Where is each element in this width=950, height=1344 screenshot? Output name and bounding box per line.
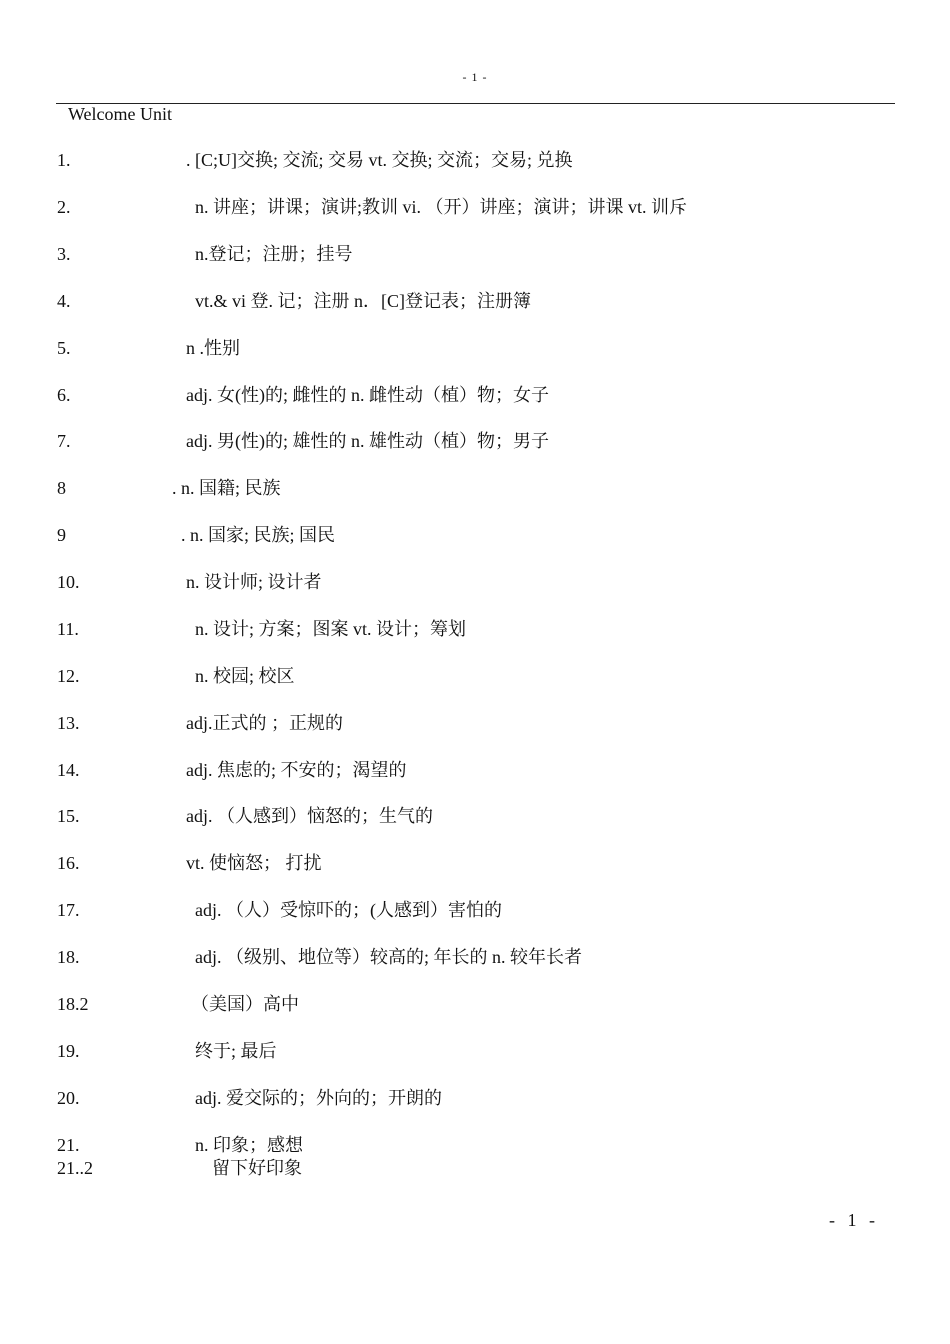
vocab-entry-2 — [0, 195, 950, 219]
entry-number: 4. — [57, 291, 71, 311]
entry-number: 15. — [57, 806, 80, 826]
entry-number: 8 — [57, 478, 66, 498]
entry-definition: adj. 爱交际的；外向的；开朗的 — [195, 1088, 442, 1108]
entry-number: 3. — [57, 244, 71, 264]
vocab-entry-13 — [0, 711, 950, 735]
entry-definition: adj.正式的 ；正规的 — [186, 713, 343, 733]
entry-number: 17. — [57, 900, 80, 920]
entry-definition: adj. 焦虑的; 不安的；渴望的 — [186, 760, 407, 780]
vocab-entry-11 — [0, 617, 950, 641]
entry-definition: . n. 国籍; 民族 — [172, 478, 281, 498]
vocab-entry-18-2 — [0, 992, 950, 1016]
header-divider — [56, 103, 895, 104]
entry-number: 16. — [57, 853, 80, 873]
unit-title: Welcome Unit — [68, 104, 173, 124]
vocab-entry-21 — [0, 1133, 950, 1157]
vocab-entry-21-2 — [0, 1156, 950, 1180]
vocab-entry-6 — [0, 383, 950, 407]
entry-number: 13. — [57, 713, 80, 733]
entry-number: 5. — [57, 338, 71, 358]
entry-number: 11. — [57, 619, 79, 639]
vocab-entry-14 — [0, 758, 950, 782]
entry-definition: n. 设计; 方案；图案 vt. 设计；筹划 — [195, 619, 467, 639]
entry-definition: n. 印象；感想 — [195, 1135, 303, 1155]
entry-number: 18.2 — [57, 994, 89, 1014]
vocab-entry-5 — [0, 336, 950, 360]
entry-number: 6. — [57, 385, 71, 405]
vocab-entry-18 — [0, 945, 950, 969]
entry-definition: adj. （人感到）恼怒的；生气的 — [186, 806, 433, 826]
entry-number: 21..2 — [57, 1158, 93, 1178]
entry-number: 19. — [57, 1041, 80, 1061]
entry-definition: . [C;U]交换; 交流; 交易 vt. 交换; 交流；交易; 兑换 — [186, 150, 573, 170]
entry-definition: （美国）高中 — [191, 994, 299, 1014]
entry-number: 10. — [57, 572, 80, 592]
vocab-entry-3 — [0, 242, 950, 266]
entry-number: 21. — [57, 1135, 80, 1155]
entry-definition: adj. （人）受惊吓的；(人感到）害怕的 — [195, 900, 502, 920]
entry-definition: n. 校园; 校区 — [195, 666, 295, 686]
vocab-entry-1 — [0, 148, 950, 172]
entry-definition: adj. （级别、地位等）较高的; 年长的 n. 较年长者 — [195, 947, 582, 967]
entry-number: 20. — [57, 1088, 80, 1108]
entry-definition: 留下好印象 — [212, 1158, 302, 1178]
entry-number: 14. — [57, 760, 80, 780]
entry-definition: adj. 女(性)的; 雌性的 n. 雌性动（植）物；女子 — [186, 385, 549, 405]
entry-definition: n.登记；注册；挂号 — [195, 244, 353, 264]
vocab-entry-17 — [0, 898, 950, 922]
entry-definition: n. 讲座；讲课；演讲;教训 vi. （开）讲座；演讲；讲课 vt. 训斥 — [195, 197, 688, 217]
vocab-entry-12 — [0, 664, 950, 688]
entry-number: 2. — [57, 197, 71, 217]
vocab-entry-15 — [0, 804, 950, 828]
entry-number: 12. — [57, 666, 80, 686]
vocab-entry-9 — [0, 523, 950, 547]
entry-definition: . n. 国家; 民族; 国民 — [181, 525, 336, 545]
entry-definition: vt. 使恼怒； 打扰 — [186, 853, 322, 873]
entry-number: 18. — [57, 947, 80, 967]
vocab-entry-16 — [0, 851, 950, 875]
entry-number: 7. — [57, 431, 71, 451]
entry-definition: n .性别 — [186, 338, 240, 358]
vocab-entry-8 — [0, 476, 950, 500]
page-header-number: - 1 - — [462, 70, 488, 84]
entry-number: 1. — [57, 150, 71, 170]
vocab-entry-10 — [0, 570, 950, 594]
entry-definition: vt.& vi 登. 记；注册 n．[C]登记表；注册簿 — [195, 291, 531, 311]
vocab-entry-7 — [0, 429, 950, 453]
entry-number: 9 — [57, 525, 66, 545]
vocab-entry-4 — [0, 289, 950, 313]
page-footer-number: - 1 - — [829, 1210, 879, 1230]
vocab-entry-19 — [0, 1039, 950, 1063]
vocab-entry-20 — [0, 1086, 950, 1110]
entry-definition: adj. 男(性)的; 雄性的 n. 雄性动（植）物；男子 — [186, 431, 549, 451]
entry-definition: n. 设计师; 设计者 — [186, 572, 322, 592]
entry-definition: 终于; 最后 — [195, 1041, 277, 1061]
